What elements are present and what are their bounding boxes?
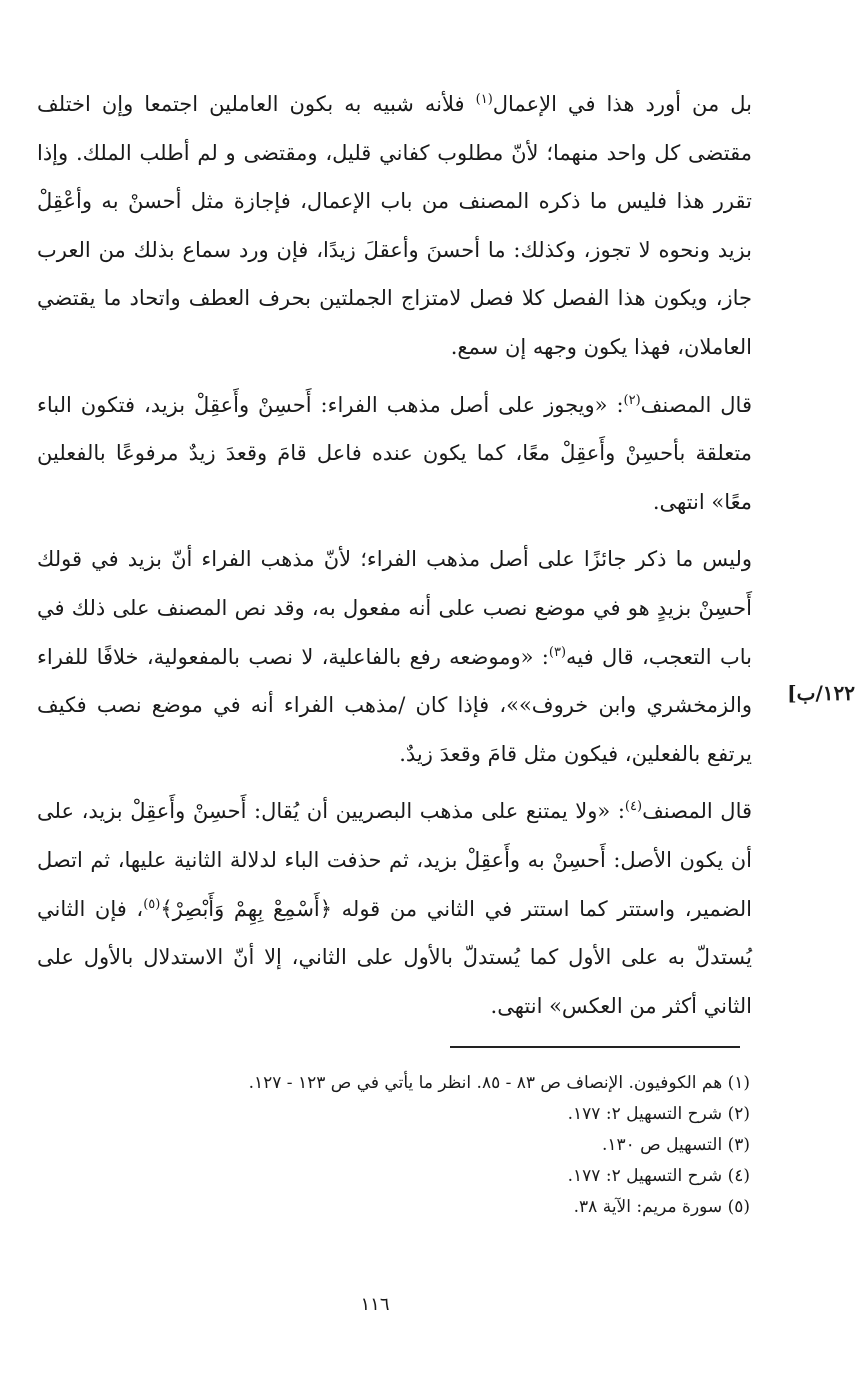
text-line: فتكون الباء متعلقة بأحسِنْ وأَعقِلْ معًا، كما يكون عنده فاعل قامَ وقعدَ زيدٌ <box>37 392 752 466</box>
text-line: اختلف مقتضى كل واحد منهما؛ لأنّ مطلوب كفاني قليل، ومقتضى و لم أطلب <box>37 92 752 165</box>
footnote-separator <box>450 1046 740 1048</box>
text-line: بذلك من العرب جاز، ويكون هذا الفصل كلا فصل لامتزاج الجملتين بحرف <box>37 237 752 311</box>
text-line: قال المصنف <box>640 392 752 417</box>
footnote-item: (٣) التسهيل ص ١٣٠. <box>601 1135 750 1155</box>
text-line-continuation: : «ولا يمتنع على مذهب البصريين أن يُقال: أَحسِنْ وأَعقِلْ <box>130 799 625 824</box>
footnote-reference: (٤) <box>624 799 643 815</box>
text-line: بالأول على الثاني أكثر من العكس» انتهى. <box>37 945 752 1018</box>
paragraph <box>37 535 752 778</box>
text-line-continuation: فلأنه شبيه به بكون العاملين اجتمعا وإن <box>101 92 476 116</box>
text-line-continuation: : «وموضعه رفع بالفاعلية، لا نصب بالمفعولية، <box>146 644 549 669</box>
text-line: نصب فكيف يرتفع بالفعلين، فيكون مثل قامَ وقعدَ زيدٌ. <box>37 693 752 766</box>
footnotes-list <box>130 1068 750 1223</box>
paragraph <box>37 787 752 1030</box>
text-line: وليس ما ذكر جائزًا على أصل مذهب الفراء؛ لأنّ مذهب الفراء أنّ بزيد في <box>91 547 752 572</box>
text-line-continuation: : «ويجوز على أصل مذهب الفراء: أَحسِنْ وأَعقِلْ بزيد، <box>144 392 624 417</box>
text-line: العطف واتحاد ما يقتضي العاملان، فهذا يكون وجهه إن سمع. <box>37 286 752 359</box>
text-line: خلافًا للفراء والزمخشري وابن خروف»»، فإذا كان /مذهب الفراء أنه في موضع <box>37 644 752 718</box>
text-line: الملك. وإذا تقرر هذا فليس ما ذكره المصنف من باب الإعمال، فإجازة مثل أحسنْ <box>37 140 752 214</box>
footnote-item: (٤) شرح التسهيل ٢: ١٧٧. <box>567 1166 750 1186</box>
paragraph <box>37 381 752 527</box>
text-line: به وأعْقِلْ بزيد ونحوه لا تجوز، وكذلك: ما أحسنَ وأعقلَ زيدًا، فإن ورد سماع <box>37 189 752 262</box>
text-line-continuation: ، <box>136 896 144 921</box>
text-line: مرفوعًا بالفعلين معًا» انتهى. <box>37 441 752 514</box>
margin-folio-note: ١٢٢/ب] <box>787 681 855 705</box>
text-line: فإن الثاني يُستدلّ به على الأول كما يُستدلّ بالأول على الثاني، إلا أنّ الاستدلال <box>37 896 752 970</box>
text-line: عليها، ثم اتصل الضمير، واستتر كما استتر في الثاني من قوله ﴿أَسْمِعْ بِهِمْ وَأَبْصِرْ﴾ <box>37 847 752 921</box>
footnote-item: (١) هم الكوفيون. الإنصاف ص ٨٣ - ٨٥. انظر ما يأتي في ص ١٢٣ - ١٢٧. <box>248 1073 750 1093</box>
footnote-reference: (١) <box>475 92 493 107</box>
footnote-item: (٢) شرح التسهيل ٢: ١٧٧. <box>567 1104 750 1124</box>
footnote-reference: (٥) <box>143 896 161 912</box>
footnote-item: (٥) سورة مريم: الآية ٣٨. <box>573 1197 750 1217</box>
main-text-body <box>37 80 752 1030</box>
footnote-reference: (٢) <box>623 392 641 408</box>
footnote-reference: (٣) <box>548 644 567 660</box>
text-line: ذلك في باب التعجب، قال فيه <box>37 595 752 669</box>
paragraph <box>37 80 752 372</box>
text-line: قولك أَحسِنْ بزيدٍ هو في موضع نصب على أنه مفعول به، وقد نص المصنف على <box>37 547 752 620</box>
page-number: ١١٦ <box>360 1294 390 1315</box>
text-line: بل من أورد هذا في الإعمال <box>492 92 752 116</box>
text-line: بزيد، على أن يكون الأصل: أَحسِنْ به وأَعقِلْ بزيد، ثم حذفت الباء لدلالة الثانية <box>37 799 752 872</box>
text-line: قال المصنف <box>642 799 753 824</box>
